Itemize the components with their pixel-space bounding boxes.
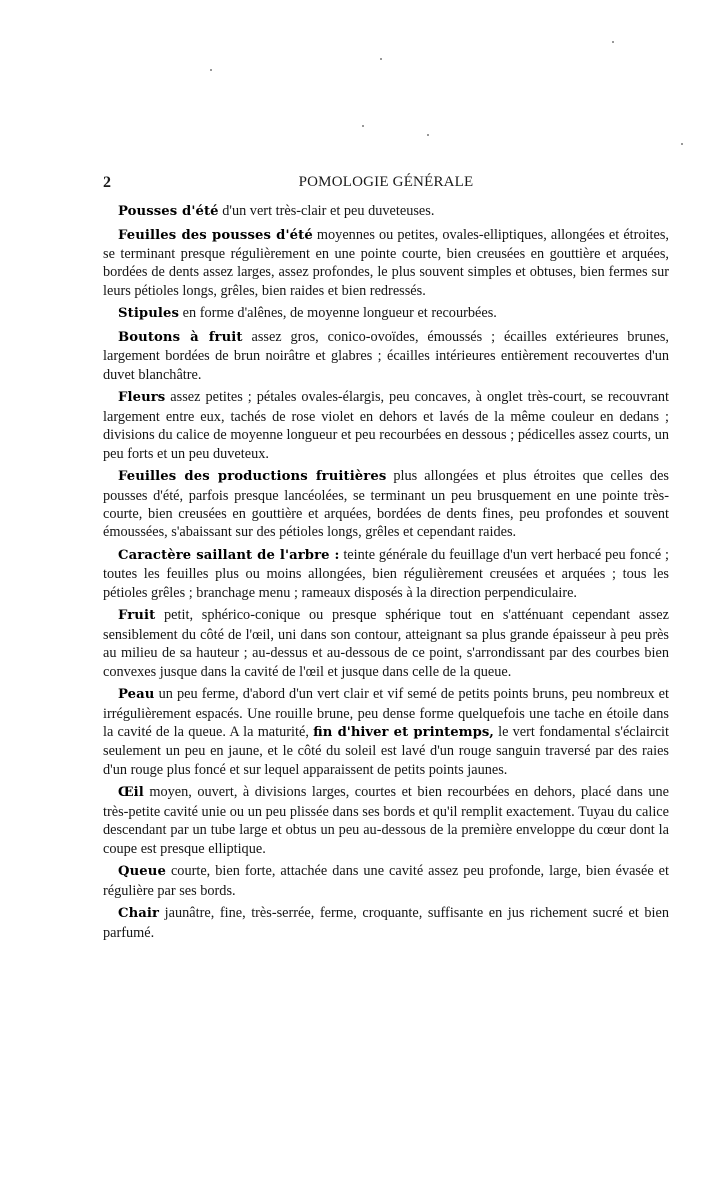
- paragraph-feuilles-productions: [103, 467, 669, 542]
- term-heading: Chair: [118, 906, 160, 922]
- paragraph-text: d'un vert très-clair et peu duveteuses.: [218, 203, 435, 219]
- scan-speck: [362, 125, 364, 127]
- inline-emphasis: fin d'hiver et printemps,: [313, 725, 494, 741]
- paragraph-caractere: [103, 546, 669, 602]
- paragraph-pousses: [103, 202, 669, 221]
- term-heading: Queue: [118, 864, 166, 880]
- paragraph-text: plus allongées et plus étroites que celles des pousses d'été, parfois presque lancéolées, se terminant un peu brusquement en une pointe très-courte, bien creusées en gouttière et arquées, bordées de dents fines, peu profondes et souvent émoussées, s'abaissant sur des pétioles longs, grêles et cependant raides.: [103, 468, 669, 541]
- paragraph-text: courte, bien forte, attachée dans une cavité assez peu profonde, large, bien évasée et régulière par ses bords.: [103, 863, 669, 899]
- term-heading: Pousses d'été: [118, 204, 219, 219]
- term-heading: Feuilles des productions fruitières: [118, 469, 387, 485]
- scan-speck: [427, 134, 429, 136]
- paragraph-text: en forme d'alênes, de moyenne longueur et recourbées.: [179, 305, 497, 322]
- term-heading: Fruit: [118, 608, 156, 624]
- paragraph-queue: [103, 862, 669, 900]
- body-text: [103, 202, 669, 946]
- scan-speck: [380, 58, 382, 60]
- paragraph-fruit: [103, 606, 669, 681]
- scan-speck: [210, 69, 212, 71]
- paragraph-oeil: [103, 783, 669, 858]
- term-heading: Œil: [118, 785, 144, 801]
- paragraph-chair: [103, 904, 669, 942]
- paragraph-fleurs: [103, 388, 669, 463]
- running-head: [103, 172, 669, 194]
- paragraph-text: assez gros, conico-ovoïdes, émoussés ; écailles extérieures brunes, largement bordées de brun noirâtre et glabres ; écailles intérieures entièrement recouvertes d'un duvet blanchâtre.: [103, 329, 669, 383]
- scan-speck: [681, 143, 683, 145]
- paragraph-text: teinte générale du feuillage d'un vert herbacé peu foncé ; toutes les feuilles plus ou moins allongées, bien régulièrement creusées et arquées ; tous les pétioles grêles ; branchage menu ; rameaux disposés à la direction perpendiculaire.: [103, 547, 669, 601]
- paragraph-stipules: [103, 304, 669, 323]
- paragraph-peau: [103, 685, 669, 779]
- paragraph-text: moyennes ou petites, ovales-elliptiques, allongées et étroites, se terminant presque régulièrement en une pointe courte, bien creusées en gouttière et arquées, bordées de dents assez larges, assez profondes, le plus souvent simples et obtuses, bien fermes sur leurs pétioles longs, grêles, bien raides et bien redressés.: [103, 226, 669, 299]
- paragraph-text: petit, sphérico-conique ou presque sphérique tout en s'atténuant cependant assez sensiblement du côté de l'œil, uni dans son contour, atteignant sa plus grande épaisseur à peu près au milieu de sa hauteur ; au-dessus et au-dessous de ce point, s'arrondissant par des courbes bien convexes jusque dans la cavité de l'œil et jusque dans celle de la queue.: [103, 607, 669, 680]
- term-heading: Feuilles des pousses d'été: [118, 227, 313, 243]
- term-heading: Boutons à fruit: [118, 330, 243, 345]
- paragraph-feuilles-pousses: [103, 226, 669, 301]
- paragraph-text: assez petites ; pétales ovales-élargis, peu concaves, à onglet très-court, se recouvrant largement entre eux, tachés de rose violet en dehors et lavés de la même couleur en dedans ; divisions du calice de moyenne longueur et peu recourbées en dessous ; pédicelles assez courts, un peu forts et un peu duveteux.: [103, 389, 669, 462]
- scan-speck: [612, 41, 614, 43]
- paragraph-text: moyen, ouvert, à divisions larges, courtes et bien recourbées en dehors, placé dans une très-petite cavité unie ou un peu plissée dans ses bords et qu'il remplit exactement. Tuyau du calice descendant par un tube large et obtus un peu au-dessous de la première enveloppe du cœur dont la coupe est presque elliptique.: [103, 784, 669, 857]
- paragraph-text: un peu ferme, d'abord d'un vert clair et vif semé de petits points bruns, peu nombreux et irrégulièrement espacés. Une rouille brune, peu dense forme quelquefois une tache en étoile dans la cavité de la queue. A la maturité,: [103, 686, 669, 741]
- paragraph-text: le vert fondamental s'éclaircit seulement un peu en jaune, et le côté du soleil est lavé d'un rouge sanguin traversé par des raies d'un rouge plus foncé et sur lequel apparaissent de petits points jaunes.: [103, 724, 669, 778]
- page-number: 2: [103, 174, 111, 191]
- term-heading: Peau: [118, 687, 155, 703]
- term-heading: Stipules: [118, 306, 180, 322]
- term-heading: Fleurs: [118, 390, 166, 406]
- paragraph-boutons: [103, 328, 669, 384]
- term-heading: Caractère saillant de l'arbre :: [118, 548, 340, 564]
- running-head-title: POMOLOGIE GÉNÉRALE: [298, 174, 474, 190]
- paragraph-text: jaunâtre, fine, très-serrée, ferme, croquante, suffisante en jus richement sucré et bien parfumé.: [103, 905, 669, 941]
